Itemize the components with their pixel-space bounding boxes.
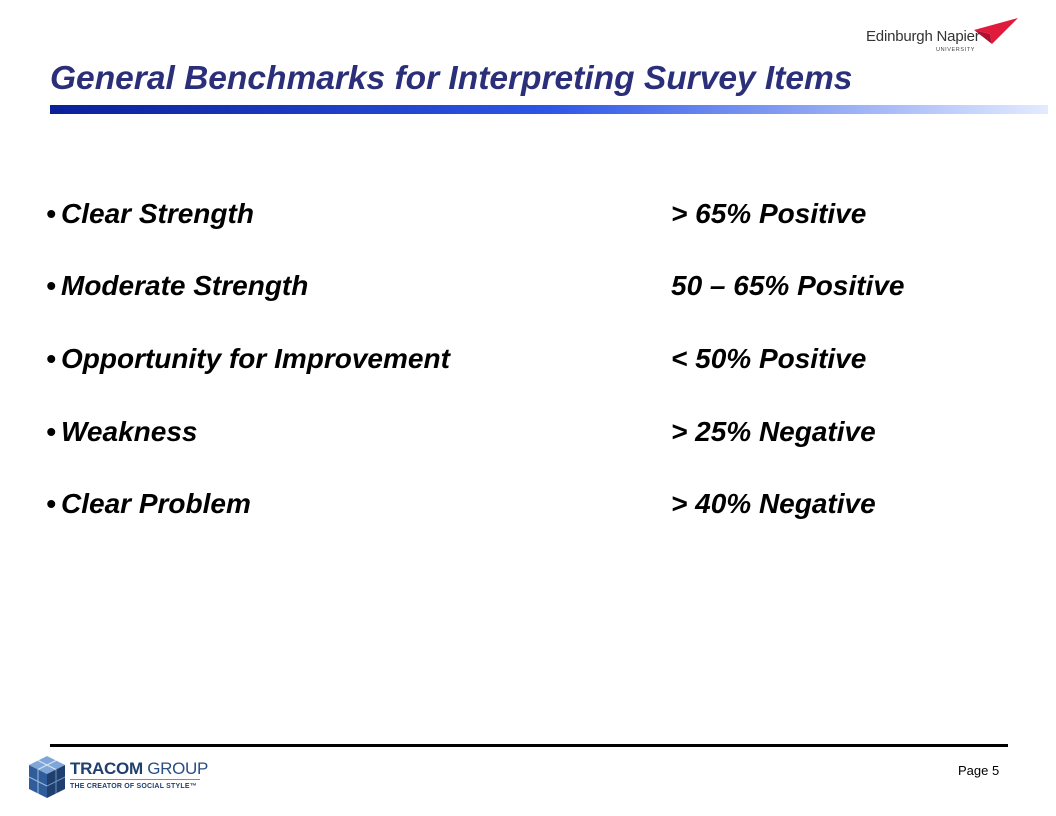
benchmark-row	[46, 198, 1006, 238]
title-underline-bar	[50, 105, 1048, 114]
benchmark-value: 50 – 65% Positive	[671, 270, 905, 301]
page-title: General Benchmarks for Interpreting Survey Items	[50, 60, 853, 97]
napier-red-arrow-icon	[970, 16, 1020, 46]
benchmark-value: > 65% Positive	[671, 198, 867, 229]
tracom-logo-group: GROUP	[142, 759, 209, 778]
benchmark-label: Clear Problem	[61, 488, 251, 519]
benchmark-label: Clear Strength	[61, 198, 254, 229]
tracom-group-logo	[25, 752, 209, 808]
benchmark-value: > 40% Negative	[671, 488, 876, 519]
tracom-logo-rule	[70, 779, 200, 780]
benchmark-label: Weakness	[61, 416, 198, 447]
tracom-logo-name	[70, 759, 208, 779]
university-logo-name: Edinburgh Napier	[866, 28, 980, 45]
puzzle-cube-icon	[25, 752, 69, 802]
bullet: •	[46, 343, 56, 374]
tracom-logo-tagline: THE CREATOR OF SOCIAL STYLE™	[70, 783, 197, 790]
bullet: •	[46, 198, 56, 229]
benchmark-row	[46, 416, 1006, 456]
benchmark-label: Moderate Strength	[61, 270, 309, 301]
benchmark-value: < 50% Positive	[671, 343, 867, 374]
bullet: •	[46, 488, 56, 519]
page-number: Page 5	[958, 763, 1000, 778]
benchmark-label: Opportunity for Improvement	[61, 343, 450, 374]
bullet: •	[46, 270, 56, 301]
edinburgh-napier-logo	[862, 16, 1022, 58]
benchmark-row	[46, 270, 1006, 310]
benchmark-row	[46, 343, 1006, 383]
benchmark-value: > 25% Negative	[671, 416, 876, 447]
bullet: •	[46, 416, 56, 447]
benchmark-row	[46, 488, 1006, 528]
footer-divider	[50, 744, 1008, 747]
tracom-logo-wordmark: TRACOM	[70, 759, 143, 778]
university-logo-subtitle: UNIVERSITY	[936, 47, 976, 53]
